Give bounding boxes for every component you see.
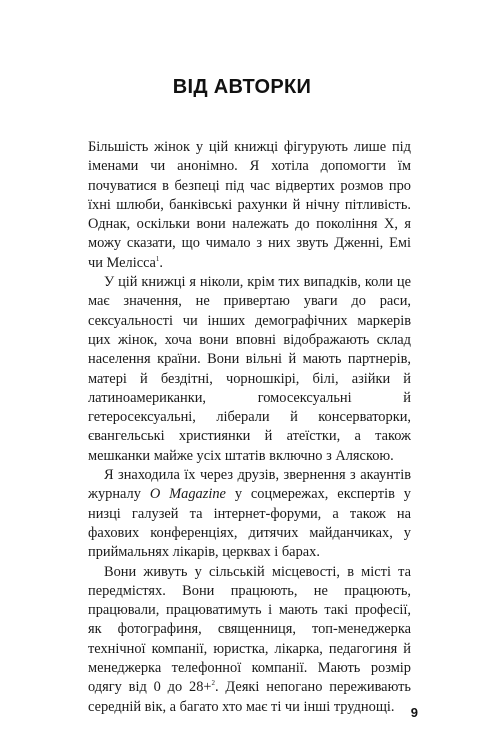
paragraph-1-text: Більшість жінок у цій книжці фігурують лише під іменами чи анонімно. Я хотіла допомогти їм почуватися в безпеці під час відвертих розмов про їхні шлюби, банківські рахунки й нічну пітливість. Однак, оскільки вони належать до покоління X, я можу сказати, що чимало з них звуть Дженні, Емі чи Меліссa bbox=[88, 139, 411, 271]
paragraph-2 bbox=[88, 273, 411, 466]
chapter-title: ВІД АВТОРКИ bbox=[172, 76, 312, 98]
paragraph-4-end: . Деякі непогано переживають середній вік, а багато хто має ті чи інші труднощі. bbox=[88, 679, 411, 715]
paragraph-1-end: . bbox=[159, 254, 163, 271]
page-number: 9 bbox=[410, 705, 418, 720]
paragraph-1 bbox=[88, 138, 411, 273]
paragraph-3-text: Я знаходила їх через друзів, звернення з акаунтів журналу bbox=[88, 467, 411, 503]
paragraph-3 bbox=[88, 466, 411, 562]
footnote-marker-1[interactable]: 1 bbox=[155, 254, 160, 263]
magazine-name: O Magazine bbox=[149, 486, 226, 503]
footnote-marker-2[interactable]: 2 bbox=[211, 679, 215, 688]
paragraph-4 bbox=[88, 563, 411, 717]
paragraph-2-text: У цій книжці я ніколи, крім тих випадків, коли це має значення, не привертаю уваги до раси, сексуальності чи інших демографічних маркерів цих жінок, хоча вони вповні відображають склад населення країни. Вони вільні й мають партнерів, матері й бездітні, чорношкірі, білі, азійки й латиноамериканки, гомосексуальні й гетеросексуальні, ліберали й консерваторки, євангельські християнки й атеїстки, а також мешканки майже усіх штатів включно з Аляскою. bbox=[88, 274, 411, 464]
paragraph-3-end: у соцмережах, експертів у низці галузей та інтернет-форуми, а також на фахових конференціях, дитячих майданчиках, у приймальнях лікарів, церквах і барах. bbox=[88, 486, 411, 561]
paragraph-4-text: Вони живуть у сільській місцевості, в місті та передмістях. Вони працюють, не працюють, працювали, працюватимуть і мають такі професії, як фотографиня, священниця, топ-менеджерка технічної компанії, юристка, лікарка, педагогиня й менеджерка телефонної компанії. Мають розмір одягу від 0 до 28+ bbox=[88, 563, 411, 696]
body-text bbox=[88, 138, 411, 717]
